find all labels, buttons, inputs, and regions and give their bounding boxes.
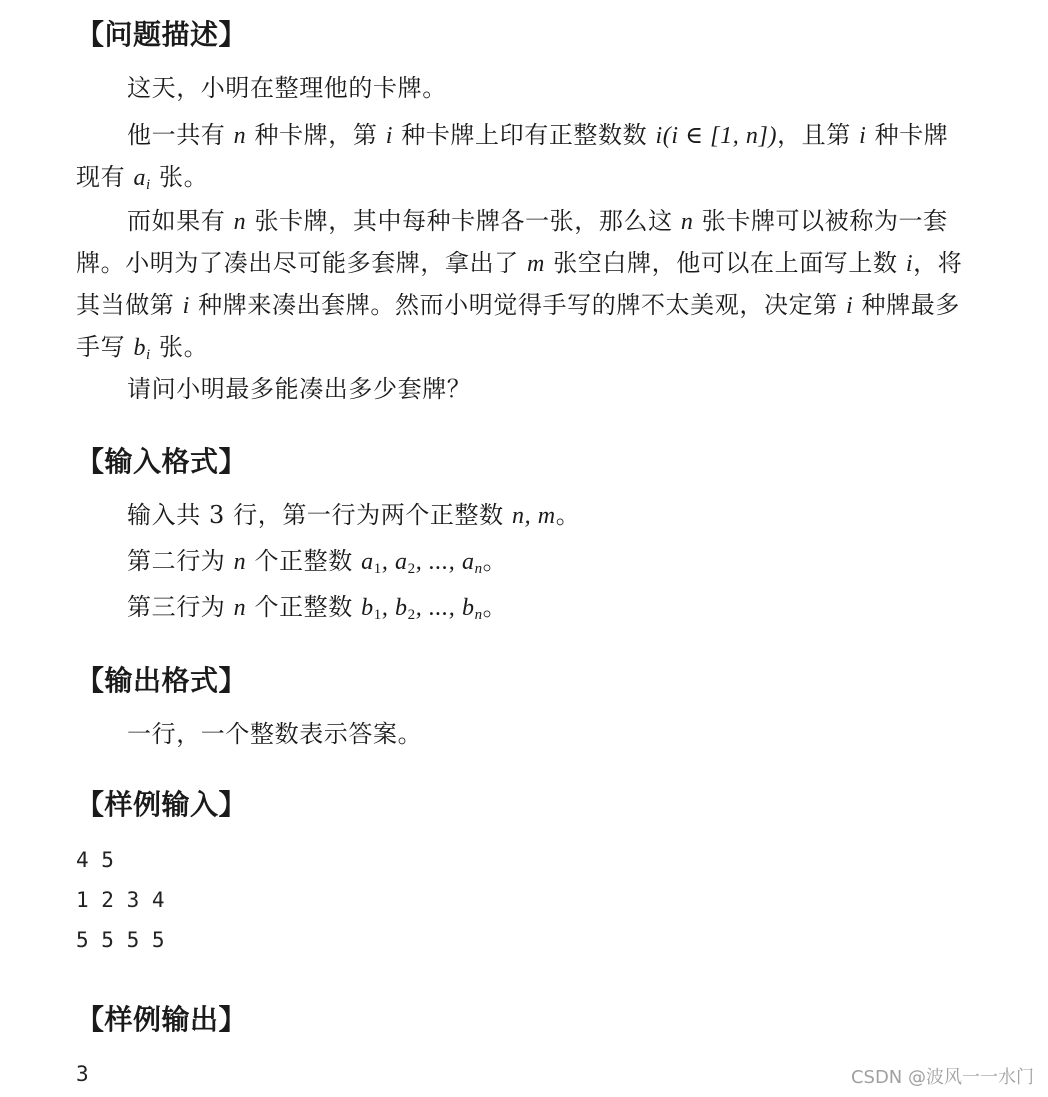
problem-paragraph-4: 请问小明最多能凑出多少套牌？ bbox=[127, 375, 472, 403]
heading-output-format: 【输出格式】 bbox=[76, 664, 248, 697]
sample-input-line-1: 4 5 bbox=[76, 848, 114, 872]
input-format-line-3: 第三行为 n 个正整数 $b_1$, $b_2$, ..., $b_n$。 bbox=[127, 593, 508, 623]
problem-paragraph-1: 这天，小明在整理他的卡牌。 bbox=[127, 74, 447, 102]
csdn-watermark: CSDN @波风一一水门 bbox=[850, 1067, 1034, 1088]
sample-output-line-1: 3 bbox=[76, 1062, 89, 1086]
heading-input-format: 【输入格式】 bbox=[76, 445, 248, 478]
output-format-line-1: 一行，一个整数表示答案。 bbox=[127, 720, 423, 748]
problem-paragraph-3: 而如果有 n 张卡牌，其中每种卡牌各一张，那么这 n 张卡牌可以被称为一套牌。小明为了凑出尽可能多套牌，拿出了 m 张空白牌，他可以在上面写上数 i，将其当做第 i 种牌来凑出套牌。然而小明觉得手写的牌不太美观，决定第 i 种牌最多手写 $b_i$ 张。 bbox=[76, 207, 963, 363]
sample-input-line-2: 1 2 3 4 bbox=[76, 888, 165, 912]
problem-paragraph-2: 他一共有 n 种卡牌，第 i 种卡牌上印有正整数数 i(i ∈ [1, n])，且第 i 种卡牌现有 $a_i$ 张。 bbox=[76, 121, 949, 193]
input-format-line-2: 第二行为 n 个正整数 $a_1$, $a_2$, ..., $a_n$。 bbox=[127, 547, 508, 577]
heading-sample-output: 【样例输出】 bbox=[76, 1003, 248, 1036]
heading-sample-input: 【样例输入】 bbox=[76, 788, 248, 821]
input-format-line-1: 输入共 3 行，第一行为两个正整数 n, m。 bbox=[127, 501, 581, 529]
sample-input-line-3: 5 5 5 5 bbox=[76, 928, 165, 952]
heading-problem-description: 【问题描述】 bbox=[76, 18, 248, 51]
